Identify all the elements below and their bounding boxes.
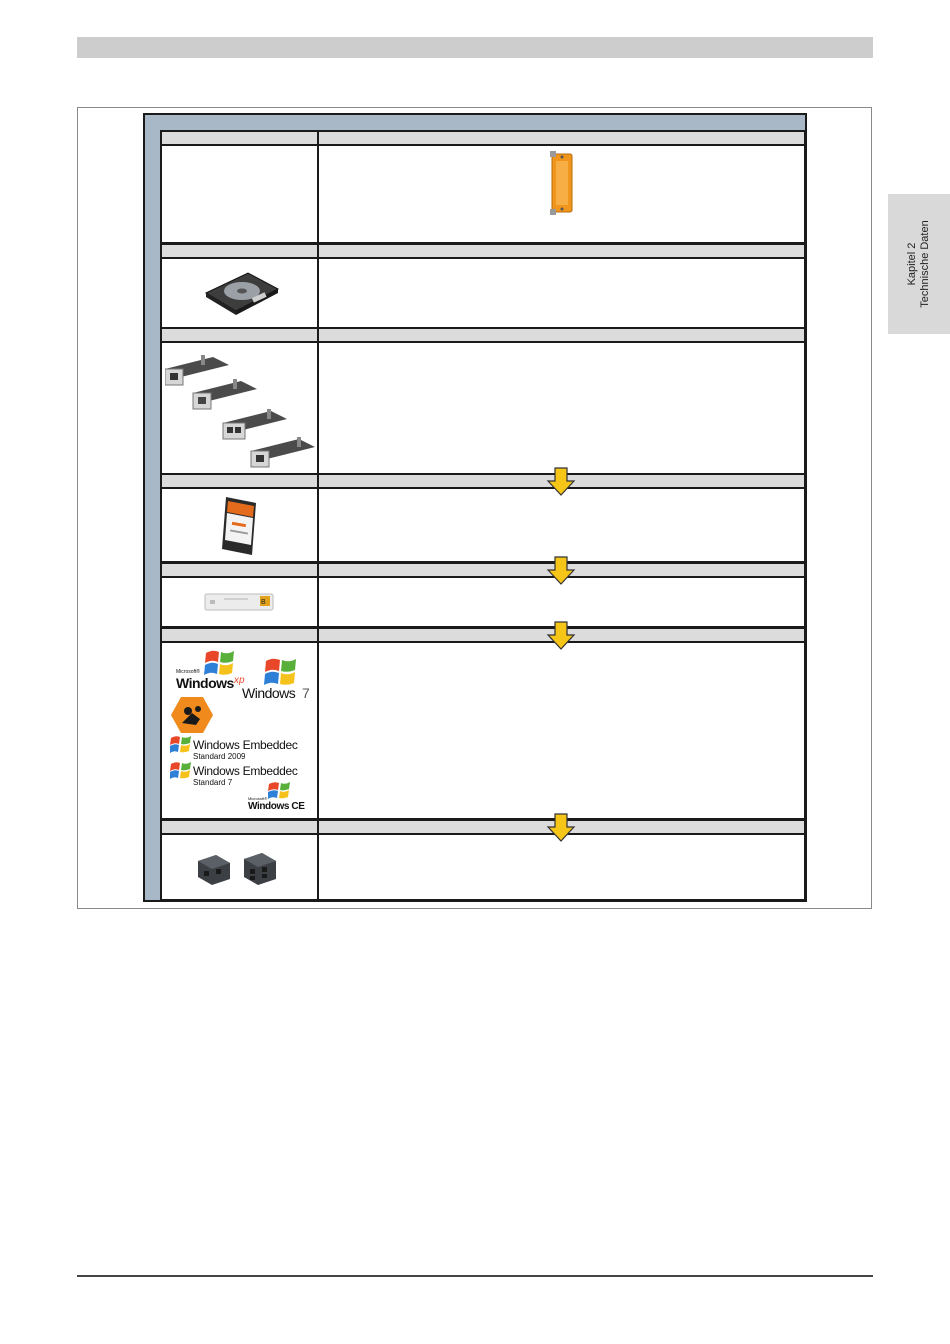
- down-arrow-icon: [546, 467, 576, 497]
- xp-suffix-label: xp: [234, 675, 245, 686]
- embedded-2009-label: Windows Embeddec: [193, 738, 298, 752]
- svg-text:B: B: [261, 599, 266, 606]
- section-row-5: [160, 578, 806, 628]
- section-header-2: [160, 243, 806, 259]
- section-row-4: [160, 489, 806, 563]
- ce-windows-label: Windows CE: [248, 801, 305, 812]
- section-header-4: [160, 473, 806, 489]
- down-arrow-icon: [546, 621, 576, 651]
- xp-microsoft-label: Microsoft®: [176, 669, 200, 675]
- windows-embedded-7-flag-icon: [170, 761, 192, 781]
- down-arrow-icon: [546, 556, 576, 586]
- chapter-label: Kapitel 2: [906, 242, 918, 286]
- compact-flash-icon: [220, 495, 262, 557]
- section-row-7: [160, 835, 806, 901]
- chapter-side-tab: [888, 194, 950, 334]
- section-header-1: [160, 130, 806, 146]
- windows-7-flag-icon: [264, 657, 298, 687]
- section-header-3: [160, 327, 806, 343]
- down-arrow-icon: [546, 813, 576, 843]
- embedded-7-label: Windows Embeddec: [193, 764, 298, 778]
- b-and-r-os-logo-icon: [170, 695, 214, 735]
- ce-microsoft-label: Microsoft®: [248, 796, 268, 801]
- hard-disk-icon: [202, 271, 282, 317]
- section-header-7: [160, 819, 806, 835]
- section-header-6: [160, 627, 806, 643]
- interface-modules-icon: [165, 355, 315, 473]
- chapter-title: Technische Daten: [919, 220, 931, 308]
- xp-windows-label: Windows: [176, 675, 234, 691]
- section-header-5: [160, 562, 806, 578]
- embedded-2009-sub-label: Standard 2009: [193, 752, 246, 761]
- usb-stick-icon: [204, 592, 276, 614]
- section-row-6: [160, 643, 806, 820]
- windows-xp-flag-icon: [204, 649, 236, 677]
- win7-suffix-label: 7: [302, 685, 310, 701]
- terminal-connector-icon: [196, 851, 282, 887]
- section-row-2: [160, 259, 806, 329]
- interface-card-icon: [548, 151, 578, 215]
- win7-windows-label: Windows: [242, 685, 296, 701]
- header-bar: [77, 37, 873, 58]
- os-logos: [162, 643, 317, 818]
- section-row-1: [160, 146, 806, 244]
- windows-embedded-2009-flag-icon: [170, 735, 192, 755]
- footer-rule: [77, 1275, 873, 1277]
- windows-ce-flag-icon: [268, 781, 292, 801]
- embedded-7-sub-label: Standard 7: [193, 778, 233, 787]
- section-row-3: [160, 343, 806, 475]
